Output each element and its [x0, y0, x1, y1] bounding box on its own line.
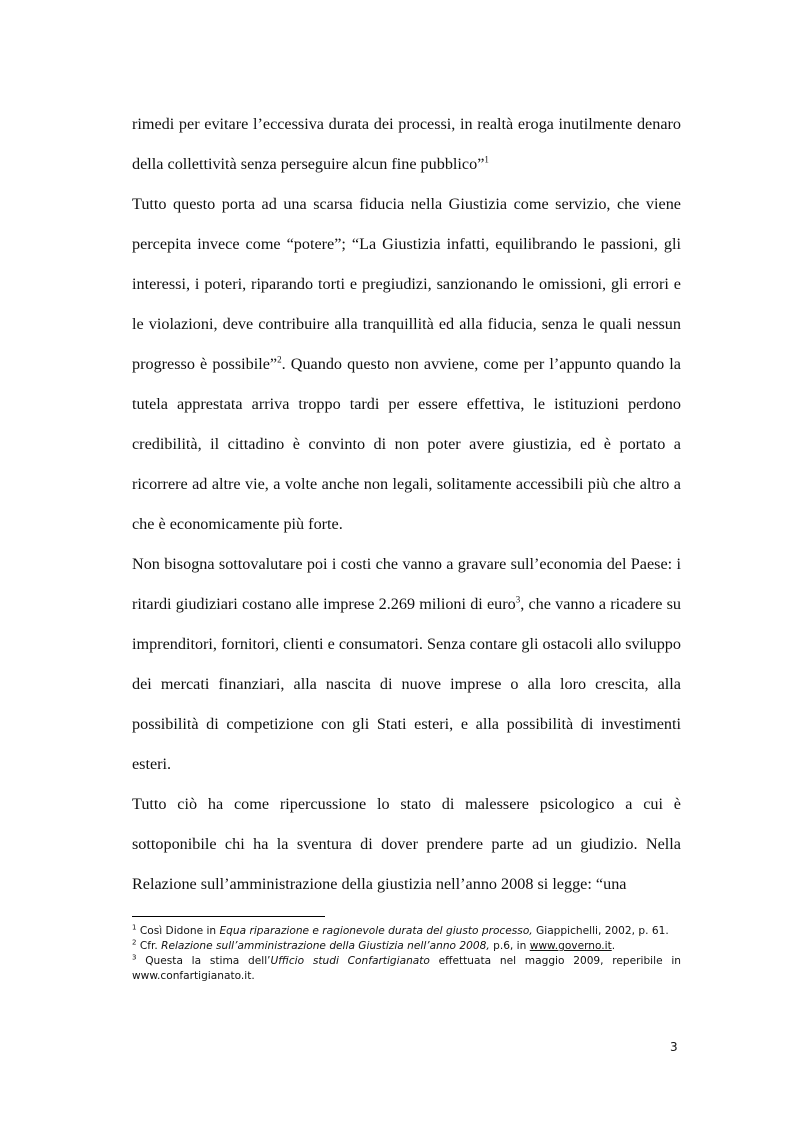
footnote-ref-3: 3: [515, 594, 521, 605]
paragraph-2-text-b: . Quando questo non avviene, come per l’appunto quando la tutela apprestata arriva troppo tardi per essere effettiva, le istituzioni perdono credibilità, il cittadino è convinto di non poter avere giustizia, ed è portato a ricorrere ad altre vie, a volte anche non legali, solitamente accessibili più che altro a che è economicamente più forte.: [132, 355, 681, 533]
footnote-1-post: Giappichelli, 2002, p. 61.: [532, 925, 669, 937]
footnote-3-number: 3: [132, 953, 137, 962]
footnote-1-number: 1: [132, 923, 137, 932]
page-number: 3: [670, 1040, 678, 1054]
footnote-2-end: .: [611, 940, 616, 952]
footnote-separator: [132, 916, 325, 917]
footnote-ref-1: 1: [484, 154, 489, 165]
footnote-ref-2: 2: [277, 354, 282, 365]
footnote-2: [132, 939, 681, 954]
paragraph-3: [132, 544, 681, 784]
footnote-1-title: Equa riparazione e ragionevole durata del giusto processo,: [219, 925, 533, 937]
footnotes: [132, 924, 681, 984]
footnote-3: [132, 954, 681, 984]
footnote-2-pre: Cfr.: [136, 940, 162, 952]
paragraph-2-text-a: Tutto questo porta ad una scarsa fiducia nella Giustizia come servizio, che viene percepita invece come “potere”; “La Giustizia infatti, equilibrando le passioni, gli interessi, i poteri, riparando torti e pregiudizi, sanzionando le omissioni, gli errori e le violazioni, deve contribuire alla tranquillità ed alla fiducia, senza le quali nessun progresso è possibile”: [132, 195, 681, 373]
footnote-1: [132, 924, 681, 939]
footnote-2-link[interactable]: www.governo.it: [529, 940, 612, 952]
footnote-1-pre: Così Didone in: [136, 925, 220, 937]
paragraph-1: [132, 104, 681, 184]
footnote-2-number: 2: [132, 938, 137, 947]
footnote-3-pre: Questa la stima dell’: [136, 955, 271, 967]
paragraph-3-text-b: , che vanno a ricadere su imprenditori, fornitori, clienti e consumatori. Senza contare gli ostacoli allo sviluppo dei mercati finanziari, alla nascita di nuove imprese o alla loro crescita, alla possibilità di competizione con gli Stati esteri, e alla possibilità di investimenti esteri.: [132, 595, 681, 773]
paragraph-4: [132, 784, 681, 904]
footnote-2-title: Relazione sull’amministrazione della Giustizia nell’anno 2008,: [161, 940, 490, 952]
footnote-2-post: p.6, in: [489, 940, 530, 952]
footnote-3-post: effettuata nel maggio 2009, reperibile in www.confartigianato.it.: [132, 955, 681, 982]
footnote-3-source: Ufficio studi Confartigianato: [270, 955, 430, 967]
paragraph-1-text: rimedi per evitare l’eccessiva durata dei processi, in realtà eroga inutilmente denaro della collettività senza perseguire alcun fine pubblico”: [132, 115, 681, 173]
paragraph-2: [132, 184, 681, 544]
paragraph-4-text: Tutto ciò ha come ripercussione lo stato di malessere psicologico a cui è sottoponibile chi ha la sventura di dover prendere parte ad un giudizio. Nella Relazione sull’amministrazione della giustizia nell’anno 2008 si legge: “una: [132, 795, 681, 893]
paragraph-3-text-a: Non bisogna sottovalutare poi i costi che vanno a gravare sull’economia del Paese: i ritardi giudiziari costano alle imprese 2.269 milioni di euro: [132, 555, 681, 613]
